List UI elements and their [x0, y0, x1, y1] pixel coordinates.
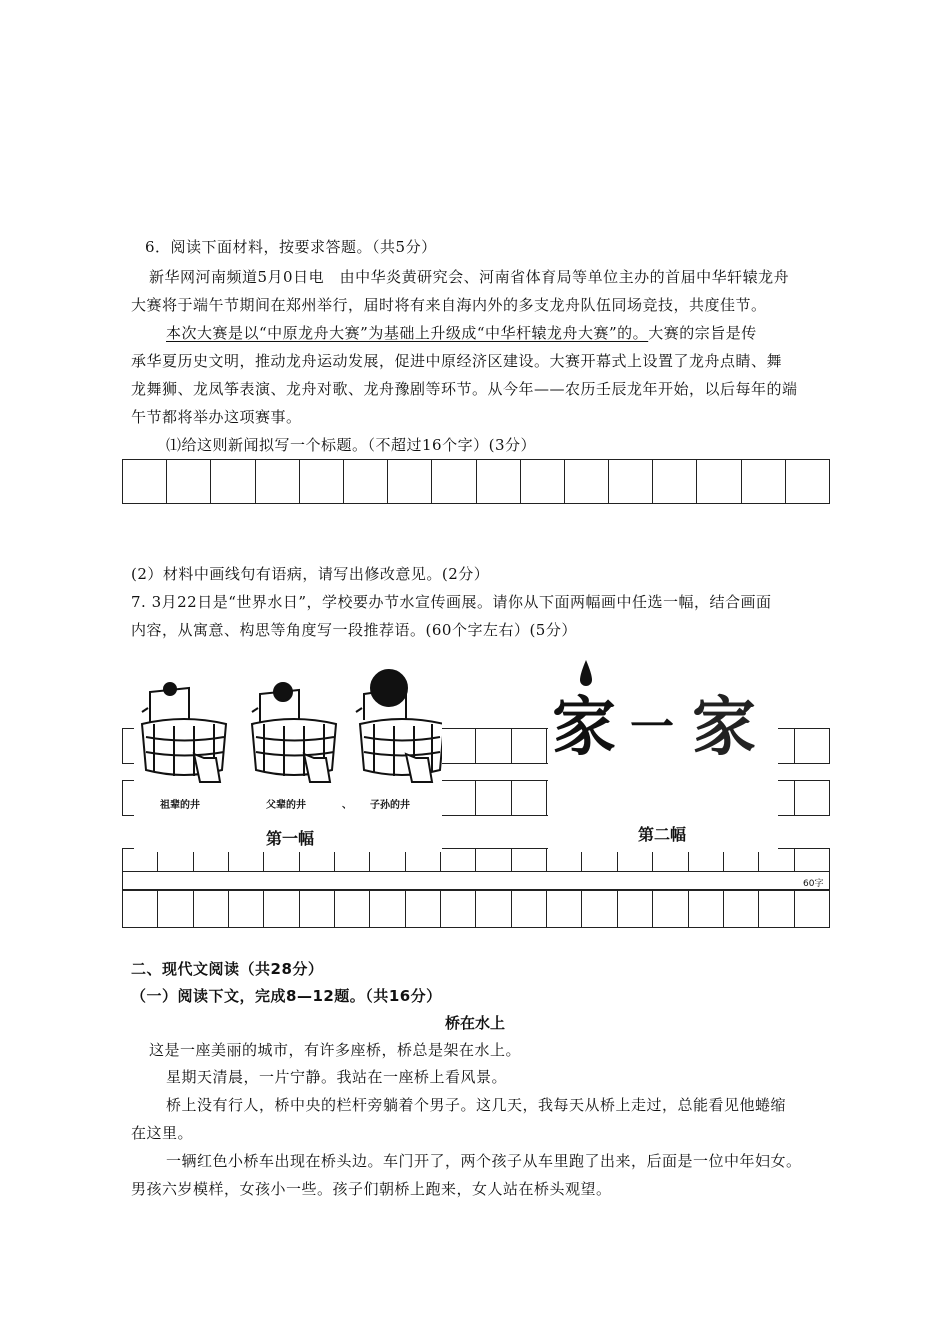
article-paragraph3-line1: 桥上没有行人，桥中央的栏杆旁躺着个男子。这几天，我每天从桥上走过，总能看见他蜷缩: [166, 1096, 787, 1114]
answer-cell[interactable]: [609, 460, 653, 503]
q6-paragraph2-line3: 龙舞狮、龙凤筝表演、龙舟对歌、龙舟豫剧等环节。从今年——农历壬辰龙年开始，以后每年的端: [131, 380, 798, 398]
answer-cell[interactable]: [388, 460, 432, 503]
paragraph2-rest: 大赛的宗旨是传: [648, 324, 757, 342]
answer-cell[interactable]: [477, 460, 521, 503]
article-paragraph3-line2: 在这里。: [131, 1124, 194, 1142]
q6-subquestion1: ⑴给这则新闻拟写一个标题。（不超过16个字）(3分）: [166, 436, 536, 454]
answer-cell[interactable]: [344, 460, 388, 503]
answer-cell[interactable]: [123, 460, 167, 503]
q6-heading: 6．阅读下面材料，按要求答题。（共5分）: [145, 238, 437, 256]
q6-subquestion2: (2）材料中画线句有语病，请写出修改意见。(2分）: [131, 565, 490, 583]
underlined-sentence: 本次大赛是以“中原龙舟大赛”为基础上升级成“中华杆辕龙舟大赛”的。: [166, 324, 649, 342]
section2-heading: 二、现代文阅读（共28分）: [131, 960, 324, 978]
answer-cell[interactable]: [697, 460, 741, 503]
character-home-left: 家: [552, 690, 616, 765]
answer-cell[interactable]: [432, 460, 476, 503]
character-dash: 一: [630, 702, 674, 753]
q7-line2: 内容，从寓意、构思等角度写一段推荐语。(60个字左右）(5分）: [131, 621, 577, 639]
title-answer-grid[interactable]: [122, 459, 830, 504]
article-paragraph1: 这是一座美丽的城市，有许多座桥，桥总是架在水上。: [149, 1041, 522, 1059]
section2-subheading: （一）阅读下文，完成8—12题。（共16分）: [131, 987, 442, 1005]
caption-descendants-well: 子孙的井: [370, 800, 410, 811]
composition-divider: [122, 872, 830, 890]
answer-cell[interactable]: [211, 460, 255, 503]
answer-cell[interactable]: [786, 460, 829, 503]
q6-paragraph2-line1: [166, 322, 757, 344]
caption-parents-well: 父辈的井: [266, 800, 306, 811]
caption-separator: 、: [342, 800, 352, 811]
q7-line1: 7. 3月22日是“世界水日”，学校要办节水宣传画展。请你从下面两幅画中任选一幅，结合画面: [131, 593, 772, 611]
answer-cell[interactable]: [256, 460, 300, 503]
answer-cell[interactable]: [653, 460, 697, 503]
picture-two: [548, 656, 778, 852]
answer-cell[interactable]: [565, 460, 609, 503]
picture-one-label: 第一幅: [266, 829, 315, 848]
article-paragraph4-line1: 一辆红色小桥车出现在桥头边。车门开了，两个孩子从车里跑了出来，后面是一位中年妇女。: [166, 1152, 802, 1170]
answer-cell[interactable]: [521, 460, 565, 503]
answer-cell[interactable]: [300, 460, 344, 503]
character-home-right: 家: [692, 690, 756, 765]
q6-paragraph1-line2: 大赛将于端午节期间在郑州举行，届时将有来自海内外的多支龙舟队伍同场竞技，共度佳节。: [131, 296, 767, 314]
composition-row[interactable]: [122, 890, 830, 928]
picture-one: [134, 662, 442, 852]
word-count-mark: 60字: [803, 879, 824, 889]
q6-paragraph1-line1: 新华网河南频道5月0日电 由中华炎黄研究会、河南省体育局等单位主办的首届中华轩辕龙舟: [149, 268, 790, 286]
q6-paragraph2-line4: 午节都将举办这项赛事。: [131, 408, 302, 426]
answer-cell[interactable]: [742, 460, 786, 503]
article-title: 桥在水上: [444, 1014, 505, 1032]
answer-cell[interactable]: [167, 460, 211, 503]
article-paragraph4-line2: 男孩六岁模样，女孩小一些。孩子们朝桥上跑来，女人站在桥头观望。: [131, 1180, 612, 1198]
picture-two-label: 第二幅: [638, 825, 687, 844]
caption-grandparents-well: 祖辈的井: [160, 800, 200, 811]
q6-paragraph2-line2: 承华夏历史文明，推动龙舟运动发展，促进中原经济区建设。大赛开幕式上设置了龙舟点睛、舞: [131, 352, 783, 370]
article-paragraph2: 星期天清晨，一片宁静。我站在一座桥上看风景。: [166, 1068, 508, 1086]
